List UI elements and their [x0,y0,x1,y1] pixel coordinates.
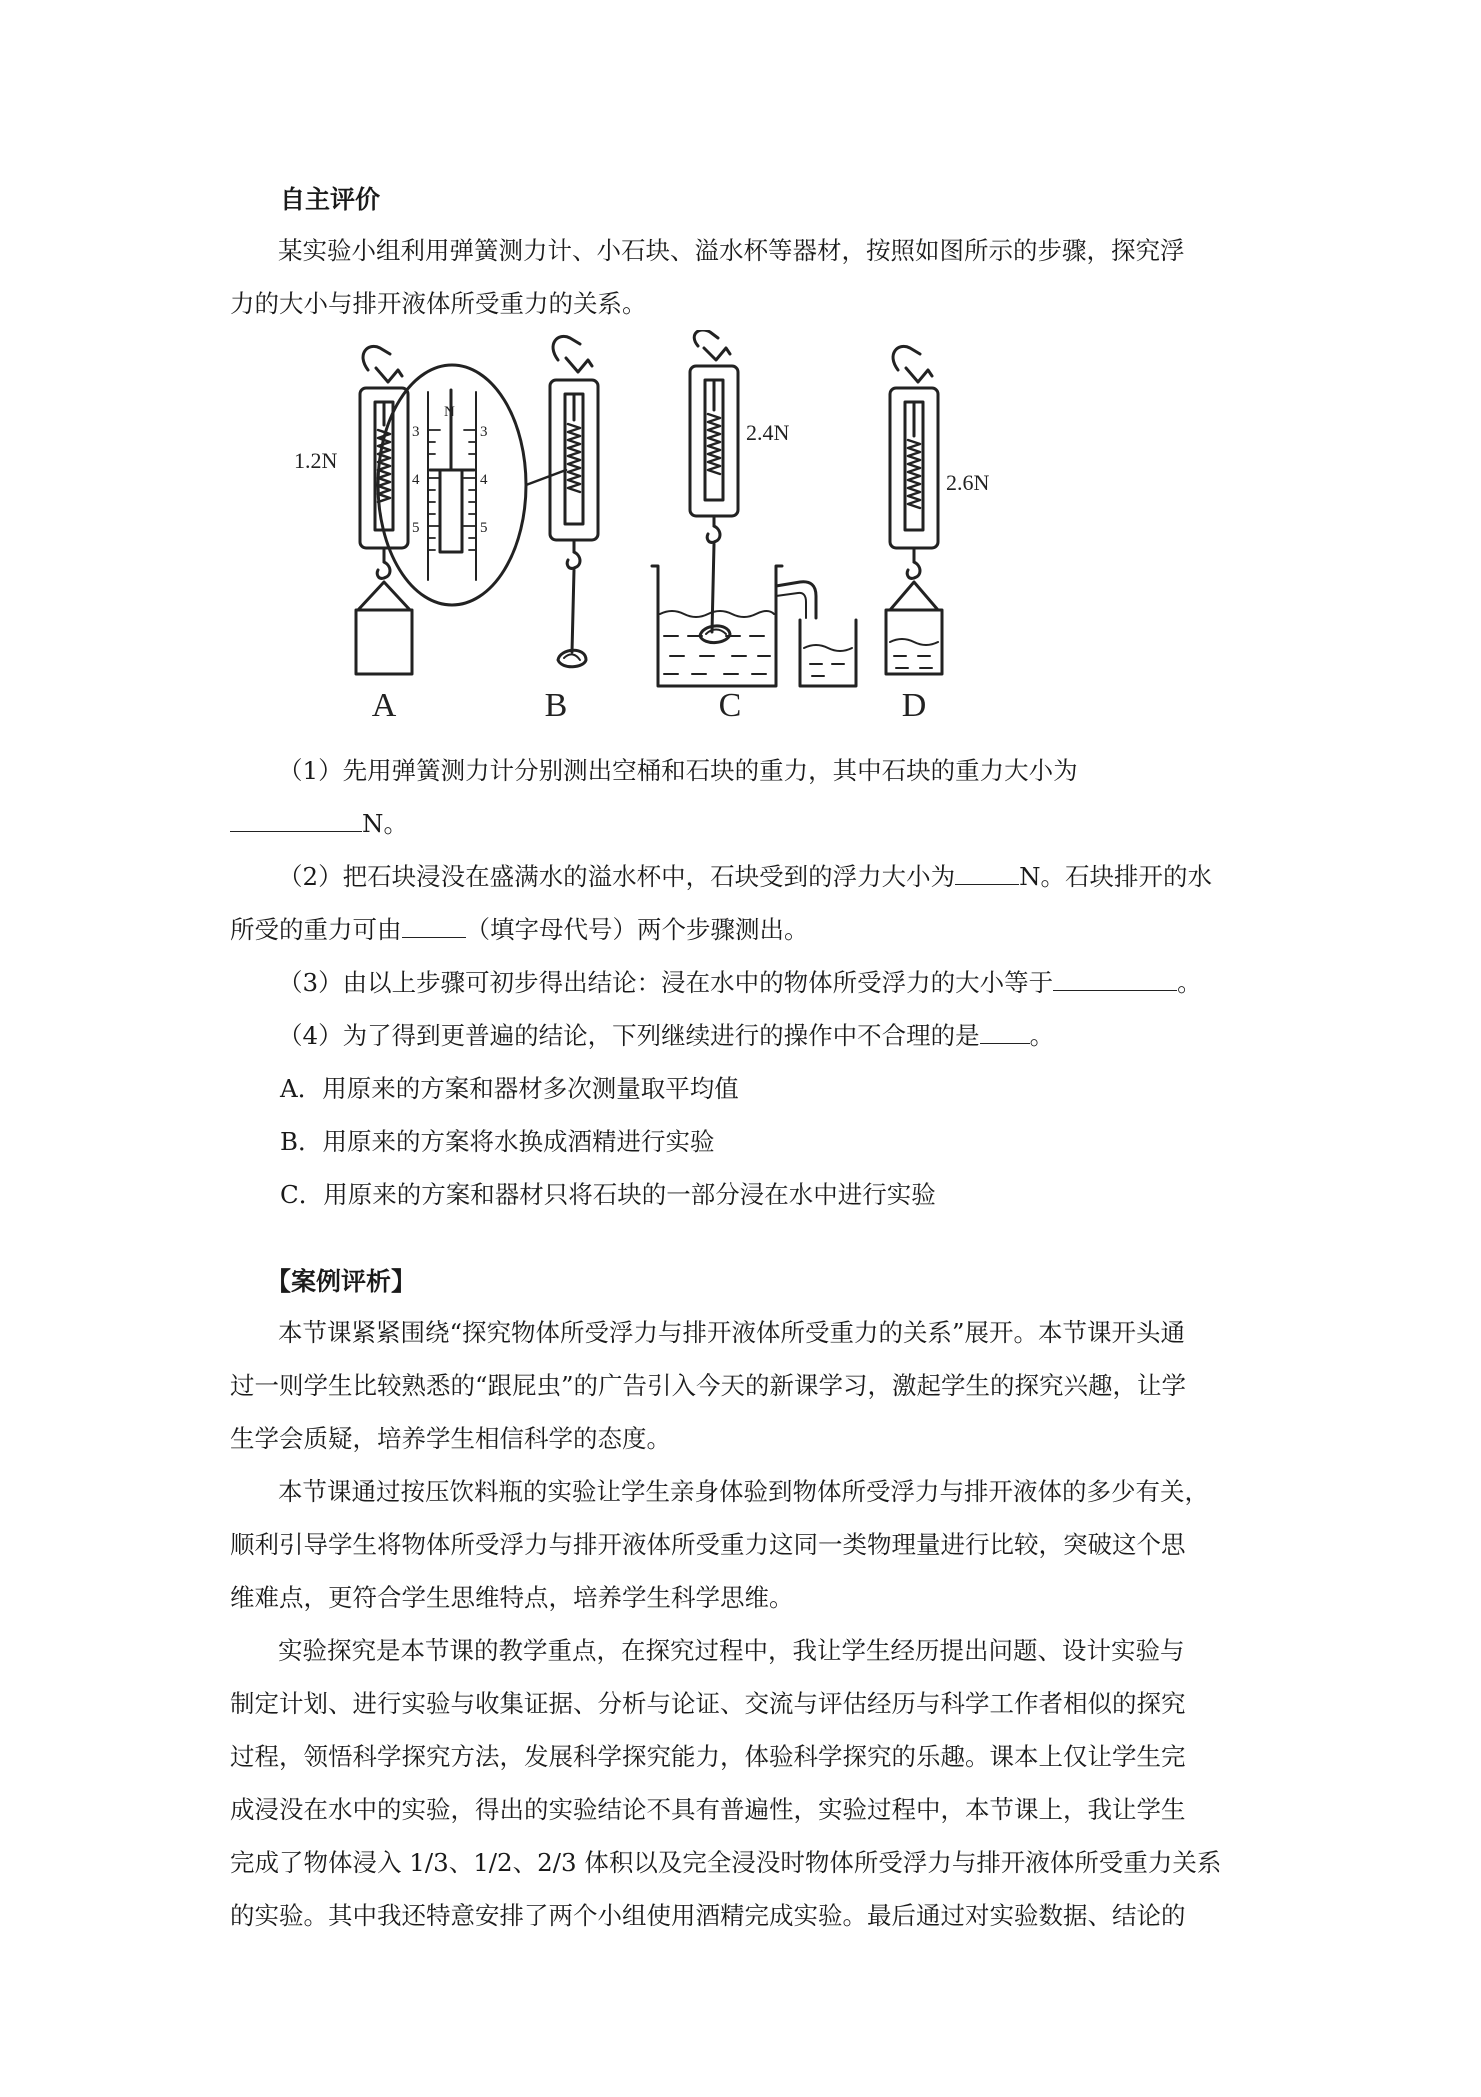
panel-c-catch-bucket [800,620,856,686]
option-a: A．用原来的方案和器材多次测量取平均值 [280,1074,739,1103]
panel-label-d: D [901,687,927,720]
panel-c-spring-scale [690,330,738,632]
option-c: C．用原来的方案和器材只将石块的一部分浸在水中进行实验 [280,1180,936,1209]
paragraph-3-line-4: 成浸没在水中的实验，得出的实验结论不具有普遍性，实验过程中，本节课上，我让学生 [230,1795,1186,1824]
paragraph-1-line-2: 过一则学生比较熟悉的“跟屁虫”的广告引入今天的新课学习，激起学生的探究兴趣，让学 [230,1371,1187,1400]
panel-d-reading: 2.6N [946,470,990,495]
zoom-scale-unit: N [444,404,455,420]
question-3: （3）由以上步骤可初步得出结论：浸在水中的物体所受浮力的大小等于 。 [278,968,1202,997]
panel-label-a: A [371,687,397,720]
paragraph-1-line-1: 本节课紧紧围绕“探究物体所受浮力与排开液体所受重力的关系”展开。本节课开头通 [278,1318,1186,1347]
paragraph-2-line-1: 本节课通过按压饮料瓶的实验让学生亲身体验到物体所受浮力与排开液体的多少有关， [278,1477,1209,1506]
answer-blank-q2-steps[interactable] [402,936,466,938]
section-heading-case-analysis: 【案例评析】 [266,1267,417,1296]
experiment-figure [280,330,1010,720]
question-1-line-2: N。 [230,797,408,850]
panel-label-c: C [718,687,742,720]
paragraph-3-line-2: 制定计划、进行实验与收集证据、分析与论证、交流与评估经历与科学工作者相似的探究 [230,1689,1186,1718]
paragraph-3-line-6: 的实验。其中我还特意安排了两个小组使用酒精完成实验。最后通过对实验数据、结论的 [230,1901,1186,1930]
panel-b-zoom-view [378,365,566,605]
zoom-scale-left-3: 3 [412,424,420,440]
answer-blank-q4[interactable] [980,1042,1030,1044]
option-b: B．用原来的方案将水换成酒精进行实验 [280,1127,715,1156]
panel-c-overflow-cup [652,566,816,686]
zoom-scale-right-3: 3 [480,424,488,440]
zoom-scale-right-5: 5 [480,520,488,536]
intro-line-2: 力的大小与排开液体所受重力的关系。 [230,289,647,318]
question-2-line-2: 所受的重力可由 （填字母代号）两个步骤测出。 [230,915,809,944]
paragraph-3-line-1: 实验探究是本节课的教学重点，在探究过程中，我让学生经历提出问题、设计实验与 [278,1636,1185,1665]
zoom-scale-left-4: 4 [412,472,420,488]
panel-d-spring-scale [886,346,942,674]
zoom-scale-left-5: 5 [412,520,420,536]
answer-blank-q1[interactable] [230,830,362,832]
intro-line-1: 某实验小组利用弹簧测力计、小石块、溢水杯等器材，按照如图所示的步骤，探究浮 [278,236,1185,265]
paragraph-3-line-3: 过程，领悟科学探究方法，发展科学探究能力，体验科学探究的乐趣。课本上仅让学生完 [230,1742,1186,1771]
question-2-line-1: （2）把石块浸没在盛满水的溢水杯中，石块受到的浮力大小为 N。石块排开的水 [278,862,1213,891]
answer-blank-q2-force[interactable] [955,883,1019,885]
panel-b-spring-scale [550,336,598,666]
panel-c-reading: 2.4N [746,420,790,445]
answer-blank-q3[interactable] [1053,989,1177,991]
zoom-scale-right-4: 4 [480,472,488,488]
section-heading-self-evaluation: 自主评价 [280,185,381,214]
paragraph-3-line-5: 完成了物体浸入 1/3、1/2、2/3 体积以及完全浸没时物体所受浮力与排开液体所受重力关系 [230,1848,1222,1877]
paragraph-2-line-3: 维难点，更符合学生思维特点，培养学生科学思维。 [230,1583,794,1612]
panel-a-reading: 1.2N [294,448,338,473]
panel-label-b: B [544,687,568,720]
paragraph-1-line-3: 生学会质疑，培养学生相信科学的态度。 [230,1424,671,1453]
paragraph-2-line-2: 顺利引导学生将物体所受浮力与排开液体所受重力这同一类物理量进行比较，突破这个思 [230,1530,1186,1559]
question-4: （4）为了得到更普遍的结论，下列继续进行的操作中不合理的是 。 [278,1021,1055,1050]
question-1-line-1: （1）先用弹簧测力计分别测出空桶和石块的重力，其中石块的重力大小为 [278,756,1078,785]
